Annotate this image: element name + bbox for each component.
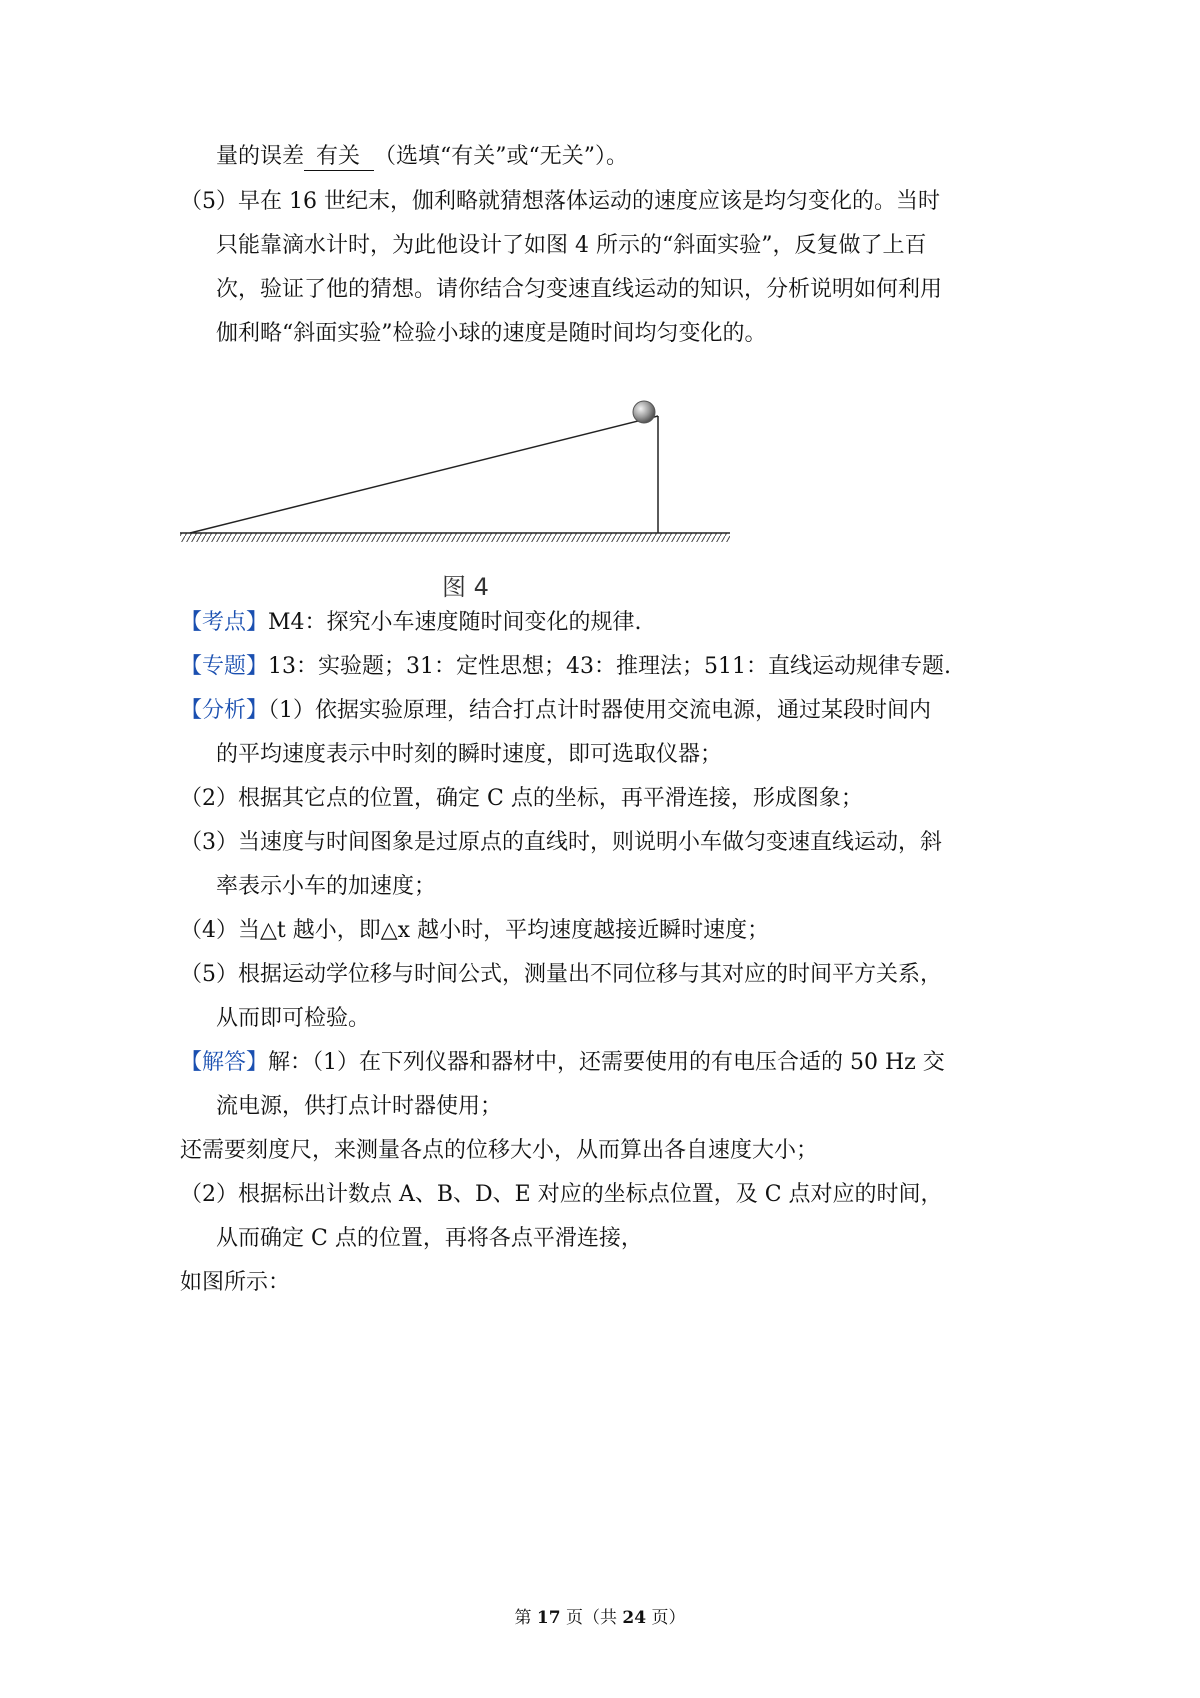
footer-mid: 页（共 <box>566 1608 617 1628</box>
q5-line-2: 只能靠滴水计时，为此他设计了如图 4 所示的“斜面实验”，反复做了上百 <box>216 233 927 258</box>
kaodian-tag: 【考点】 <box>180 610 269 635</box>
footer-pre: 第 <box>514 1608 532 1628</box>
ground-hatching <box>180 533 730 542</box>
q4-answer-line <box>216 142 628 172</box>
q4-suffix: （选填“有关”或“无关”）。 <box>374 144 629 169</box>
fenxi-line-5: 率表示小车的加速度； <box>216 874 437 899</box>
q5-line-3: 次，验证了他的猜想。请你结合匀变速直线运动的知识，分析说明如何利用 <box>216 277 943 302</box>
fenxi-tag: 【分析】 <box>180 698 269 723</box>
jieda-line-4: （2）根据标出计数点 A、B、D、E 对应的坐标点位置，及 C 点对应的时间， <box>180 1182 943 1207</box>
jieda-first: 解：（1）在下列仪器和器材中，还需要使用的有电压合适的 50 Hz 交 <box>268 1050 945 1075</box>
q5-line-4: 伽利略“斜面实验”检验小球的速度是随时间均匀变化的。 <box>216 321 767 346</box>
fenxi-line-7: （5）根据运动学位移与时间公式，测量出不同位移与其对应的时间平方关系， <box>180 962 942 987</box>
fenxi-first: （1）依据实验原理，结合打点计时器使用交流电源，通过某段时间内 <box>268 698 932 723</box>
fenxi-line-6: （4）当△t 越小，即△x 越小时，平均速度越接近瞬时速度； <box>180 918 770 943</box>
footer-page-number: 17 <box>536 1608 561 1628</box>
jieda-line-3: 还需要刻度尺，来测量各点的位移大小，从而算出各自速度大小； <box>180 1138 819 1163</box>
page-footer <box>0 1603 1200 1628</box>
jieda-tag: 【解答】 <box>180 1050 269 1075</box>
footer-total-pages: 24 <box>622 1608 647 1628</box>
zhuanti-line <box>180 652 951 682</box>
fenxi-line-3: （2）根据其它点的位置，确定 C 点的坐标，再平滑连接，形成图象； <box>180 786 863 811</box>
footer-post: 页） <box>651 1608 686 1628</box>
q4-answer-blank: 有关 <box>304 144 374 171</box>
fenxi-line-8: 从而即可检验。 <box>216 1006 371 1031</box>
fenxi-line-1 <box>180 696 931 726</box>
inclined-plane-figure <box>180 392 740 552</box>
kaodian-line <box>180 608 642 638</box>
jieda-line-5: 从而确定 C 点的位置，再将各点平滑连接， <box>216 1226 643 1251</box>
q4-prefix: 量的误差 <box>216 144 305 169</box>
figure-caption: 图 4 <box>442 573 489 601</box>
jieda-line-2: 流电源，供打点计时器使用； <box>216 1094 503 1119</box>
fenxi-line-2: 的平均速度表示中时刻的瞬时速度，即可选取仪器； <box>216 742 723 767</box>
ball <box>633 401 655 423</box>
q5-line-1: （5）早在 16 世纪末，伽利略就猜想落体运动的速度应该是均匀变化的。当时 <box>180 189 940 214</box>
kaodian-text: M4：探究小车速度随时间变化的规律. <box>268 610 642 635</box>
zhuanti-tag: 【专题】 <box>180 654 269 679</box>
fenxi-line-4: （3）当速度与时间图象是过原点的直线时，则说明小车做匀变速直线运动，斜 <box>180 830 942 855</box>
jieda-line-6: 如图所示： <box>180 1270 291 1295</box>
jieda-line-1 <box>180 1048 945 1078</box>
incline-surface <box>190 416 658 533</box>
zhuanti-text: 13：实验题；31：定性思想；43：推理法；511：直线运动规律专题. <box>268 654 951 679</box>
